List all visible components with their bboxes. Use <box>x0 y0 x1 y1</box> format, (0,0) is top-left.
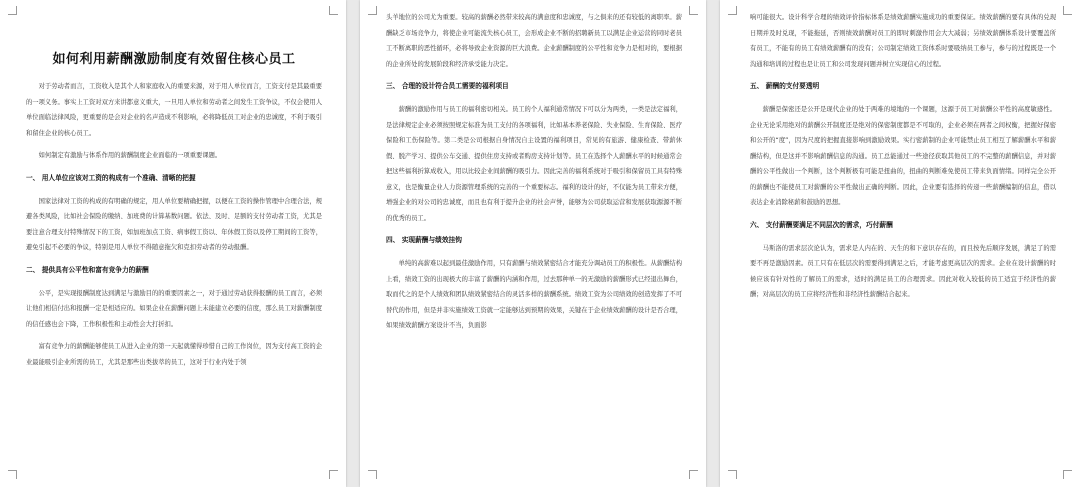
section-heading-1: 一、 用人单位应该对工资的构成有一个准确、清晰的把握 <box>26 173 196 182</box>
paragraph: 富有竞争力的薪酬能够使员工从进入企业的第一天起就懂得珍惜自己的工作岗位，因为支付高工资的企业最能吸引企业所需的员工，尤其是那些出类拔萃的员工，这对于行业内处于领 <box>26 343 322 366</box>
page-corner-mark <box>8 470 17 479</box>
paragraph: 公平，是实现报酬制度达到满足与激励目的的重要因素之一，对于通过劳动获得报酬的员工而言，必须让他们相信付出和报酬一定是相适应的。如果企业在薪酬问题上未能建立必要的信度，那么员工对薪酬制度的信任感也会下降，工作积极性和主动性会大打折扣。 <box>26 289 322 328</box>
document-page-3 <box>720 0 1080 487</box>
document-page-1 <box>0 0 346 487</box>
page-corner-mark <box>368 6 377 15</box>
page-corner-mark <box>689 470 698 479</box>
paragraph: 响可能很大。设计科学合理的绩效评价指标体系是绩效薪酬实施成功的重要保证。绩效薪酬的要有具体的兑现日期并及时兑现，不能拖延，否则绩效薪酬对员工的即时刺激作用会大大减弱；另绩效薪酬体系设计要覆盖所有员工，不能有的员工有绩效薪酬有的没有；公司制定绩效工资体系时要吸纳员工参与，参与的过程既是一个沟通和培训的过程也是让员工和公司发现问题并树立实现信心的过程。 <box>750 14 1056 68</box>
paragraph: 头羊地位的公司尤为重要。较高的薪酬必然带来较高的满意度和忠诚度，与之俱来的还有较低的离职率。薪酬缺乏市场竞争力，将使企业可能流失核心员工，会形成企业不断的招聘新员工以满足企业运营的同时老员工不断离职的恶性循环，必将导致企业资源的巨大浪费。企业薪酬制度的公平性和竞争力是相对的，要根据的企业所处的发展阶段和经济承受能力决定。 <box>386 14 682 68</box>
paragraph: 对于劳动者而言，工资收入是其个人和家庭收入的重要来源，对于用人单位而言，工资支付是其最重要的一项义务。事实上工资对双方来讲都意义重大，一旦用人单位和劳动者之间发生工资争议，不仅会使用人单位面临法律风险，更重要的是会对企业的名声造成不利影响，必将降低员工对企业的忠诚度，不利于吸引和留住企业的核心员工。 <box>26 83 322 137</box>
section-heading-3: 三、 合理的设计符合员工需要的福利项目 <box>386 82 509 90</box>
page-corner-mark <box>728 6 737 15</box>
section-heading-5: 五、 薪酬的支付要透明 <box>750 82 820 90</box>
document-title: 如何利用薪酬激励制度有效留住核心员工 <box>52 52 296 67</box>
document-page-2 <box>360 0 706 487</box>
page-corner-mark <box>368 470 377 479</box>
paragraph: 薪酬的激励作用与员工的福利密切相关。员工的个人福利通常情况下可以分为两类，一类是法定福利，是法律规定企业必须按照规定标准为员工支付的各项福利，比如基本养老保险、失业保险、生育保险、医疗保险和工伤保险等。第二类是公司根据自身情况自主设置的福利项目，常见的有旅游、健康检查、带薪休假、脱产学习、提供公车交通、提供住房支持或者购房支持计划等。员工在选择个人薪酬水平的时候通常会把这些福利折算成收入，用以比较企业间薪酬的吸引力。因此完善的福利系统对于吸引和保留员工具有特殊意义，也是衡量企业人力资源管理系统的完善的一个重要标志。福利的设计的好，不仅能为员工带来方便，增强企业的对公司的忠诚度，而且也有利于提升企业的社会声誉，能够为公司获取运营和发展获取源源不断的优秀的员工。 <box>386 106 682 222</box>
page-corner-mark <box>1063 6 1072 15</box>
paragraph: 国家法律对工资的构成的有明确的规定，用人单位要精确把握，以便在工资的操作管理中合理合法，规避各类风险，比如社会保险的缴纳、加班费的计算基数问题。依法、及时、足额的支付劳动者工资，尤其是要注意合理支付特殊情况下的工资，如加班加点工资、病事假工资以、年休假工资以及停工期间的工资等，避免引起不必要的争议，特别是用人单位不得随意拖欠和克扣劳动者的劳动报酬。 <box>26 197 322 251</box>
paragraph: 单纯的高薪难以起到最佳激励作用，只有薪酬与绩效紧密结合才能充分调动员工的积极性。从薪酬结构上看，绩效工资的出现极大的丰富了薪酬的内涵和作用，过去那种单一的无激励的薪酬形式已经退出舞台，取而代之的是个人绩效和团队绩效紧密结合的灵活多样的薪酬系统。绩效工资为公司绩效的创造发挥了不可替代的作用，但是并非实施绩效工资就一定能够达到预期的效果，关键在于企业绩效薪酬的设计是否合理，如果绩效薪酬方案设计不当，负面影 <box>386 260 682 329</box>
page-corner-mark <box>689 6 698 15</box>
section-heading-2: 二、 提供具有公平性和富有竞争力的薪酬 <box>26 265 149 274</box>
paragraph: 薪酬是保密还是公开是现代企业的处于两难的境地的一个课题，这源于员工对薪酬公平性的高度敏感性。企业无论采用绝对的薪酬公开制度还是绝对的保密制度都是不可取的，企业必须在两者之间权衡，把握好保密和公开的“度”，因为尺度的把握直接影响到激励效果。实行密薪制的企业可能禁止员工相互了解薪酬水平和薪酬结构，但是这并不影响薪酬信息的沟通。员工总能通过一些途径获取其他员工的不完整的薪酬信息，并对薪酬的公平性做出一个判断，这个判断极有可能是扭曲的，扭曲的判断难免使员工带来负面情绪。同样完全公开的薪酬也不能使员工对薪酬的公平性做出正确的判断。因此，企业要有选择的传递一些薪酬编制的信息，借以表达企业消除秘薪和鼓励的思想。 <box>750 106 1056 206</box>
section-heading-6: 六、 支付薪酬要满足不同层次的需求，巧付薪酬 <box>750 220 893 229</box>
section-heading-4: 四、 实现薪酬与绩效挂钩 <box>386 236 462 244</box>
page-corner-mark <box>329 6 338 15</box>
page-corner-mark <box>8 6 17 15</box>
page-corner-mark <box>329 470 338 479</box>
page-corner-mark <box>1063 470 1072 479</box>
page-corner-mark <box>728 470 737 479</box>
paragraph: 马斯洛的需求层次论认为，需求是人内在的、天生的和下意识存在的，而且按先后顺序发展，满足了的需要不再是激励因素。员工只有在低层次的需要得到满足之后，才能考虑更高层次的需求。企业在设计薪酬的时候应该有针对性的了解员工的需求，适时的满足员工的合理需求。因此对收入较低的员工适宜于经济性的薪酬；对高层次的员工应将经济性和非经济性薪酬结合起来。 <box>750 244 1056 298</box>
paragraph: 如何制定有激励与体系作用的薪酬制度企业面临的一项重要课题。 <box>38 152 222 159</box>
